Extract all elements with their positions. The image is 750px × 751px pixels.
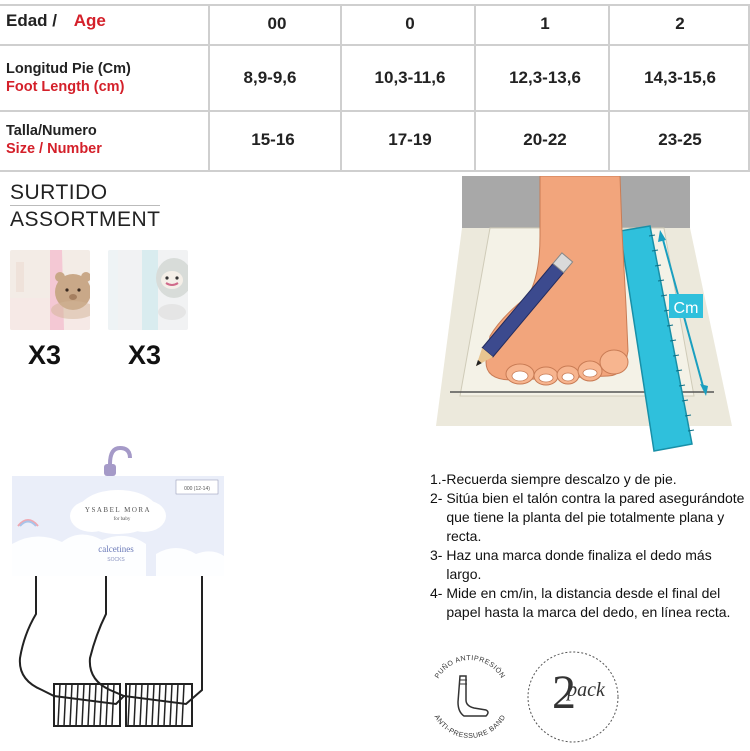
svg-text:PUÑO ANTIPRESIÓN	[434, 655, 506, 680]
instruction-item	[430, 584, 748, 622]
foot-length-1: 12,3-13,6	[509, 68, 581, 87]
size-2: 23-25	[658, 130, 702, 149]
bear-sock-quantity: X3	[28, 340, 62, 370]
instruction-number: 2-	[430, 490, 447, 506]
instruction-item	[430, 546, 748, 584]
table-header-row	[0, 4, 750, 46]
measuring-instructions	[430, 470, 748, 622]
age-col-0: 0	[405, 14, 415, 33]
foot-length-label-en: Foot Length (cm)	[6, 79, 125, 95]
size-1: 20-22	[523, 130, 567, 149]
column-divider	[208, 4, 210, 170]
instruction-number: 4-	[430, 585, 447, 601]
age-col-1: 1	[540, 14, 550, 33]
instruction-text: Recuerda siempre descalzo y de pie.	[446, 471, 677, 487]
instruction-text: Mide en cm/in, la distancia desde el final del papel hasta la marca del dedo, en línea recta.	[446, 585, 731, 620]
age-label	[6, 12, 106, 30]
sloth-sock-swatch-icon	[108, 250, 188, 330]
instruction-text: Sitúa bien el talón contra la pared asegurándote que tiene la planta del pie totalmente plana y recta.	[446, 490, 745, 544]
anti-pressure-label-en: ANTI-PRESSURE BAND	[432, 713, 508, 741]
brand-subline: for baby	[113, 517, 131, 522]
two-pack-badge-icon	[524, 648, 622, 746]
product-name: calcetines	[98, 544, 134, 554]
svg-text:ANTI-PRESSURE BAND	[433, 714, 508, 740]
pack-word: pack	[567, 679, 605, 701]
instruction-number: 3-	[430, 547, 447, 563]
instruction-item	[430, 489, 748, 546]
sloth-sock-quantity: X3	[128, 340, 162, 370]
bear-sock-swatch-icon	[10, 250, 90, 330]
foot-length-0: 10,3-11,6	[374, 68, 446, 87]
foot-measure-illustration	[432, 176, 750, 456]
size-label	[6, 122, 102, 158]
anti-pressure-band-icon	[420, 646, 520, 746]
column-divider	[608, 4, 610, 170]
age-col-00: 00	[267, 14, 287, 33]
size-label-en: Size / Number	[6, 141, 102, 157]
product-name-en: SOCKS	[107, 557, 125, 563]
size-label-es: Talla/Numero	[6, 123, 97, 139]
age-label-es: Edad /	[6, 11, 58, 30]
foot-length-label-es: Longitud Pie (Cm)	[6, 61, 131, 77]
size-table	[0, 4, 750, 168]
assortment-title-en: ASSORTMENT	[10, 205, 160, 232]
age-label-en: Age	[73, 11, 106, 30]
size-row	[0, 112, 750, 168]
foot-length-2: 14,3-15,6	[644, 68, 716, 87]
anti-pressure-label-es: PUÑO ANTIPRESIÓN	[434, 654, 506, 680]
size-00: 15-16	[251, 130, 295, 149]
assortment-title	[10, 180, 160, 232]
foot-length-row	[0, 46, 750, 112]
sock-package-illustration	[6, 444, 238, 744]
instruction-number: 1.-	[430, 471, 447, 487]
foot-length-00: 8,9-9,6	[243, 68, 297, 87]
foot-length-label	[6, 60, 131, 96]
pack-number: 2	[552, 666, 576, 719]
instruction-text: Haz una marca donde finaliza el dedo más largo.	[446, 547, 712, 582]
size-0: 17-19	[388, 130, 432, 149]
brand-name: YSABEL MORA	[84, 506, 152, 514]
age-col-2: 2	[675, 14, 685, 33]
assortment-title-es: SURTIDO	[10, 181, 108, 204]
column-divider	[340, 4, 342, 170]
column-divider	[474, 4, 476, 170]
ruler-unit-label: Cm	[673, 300, 699, 317]
instruction-item	[430, 470, 748, 489]
size-tag: 000 (12-14)	[184, 486, 210, 492]
